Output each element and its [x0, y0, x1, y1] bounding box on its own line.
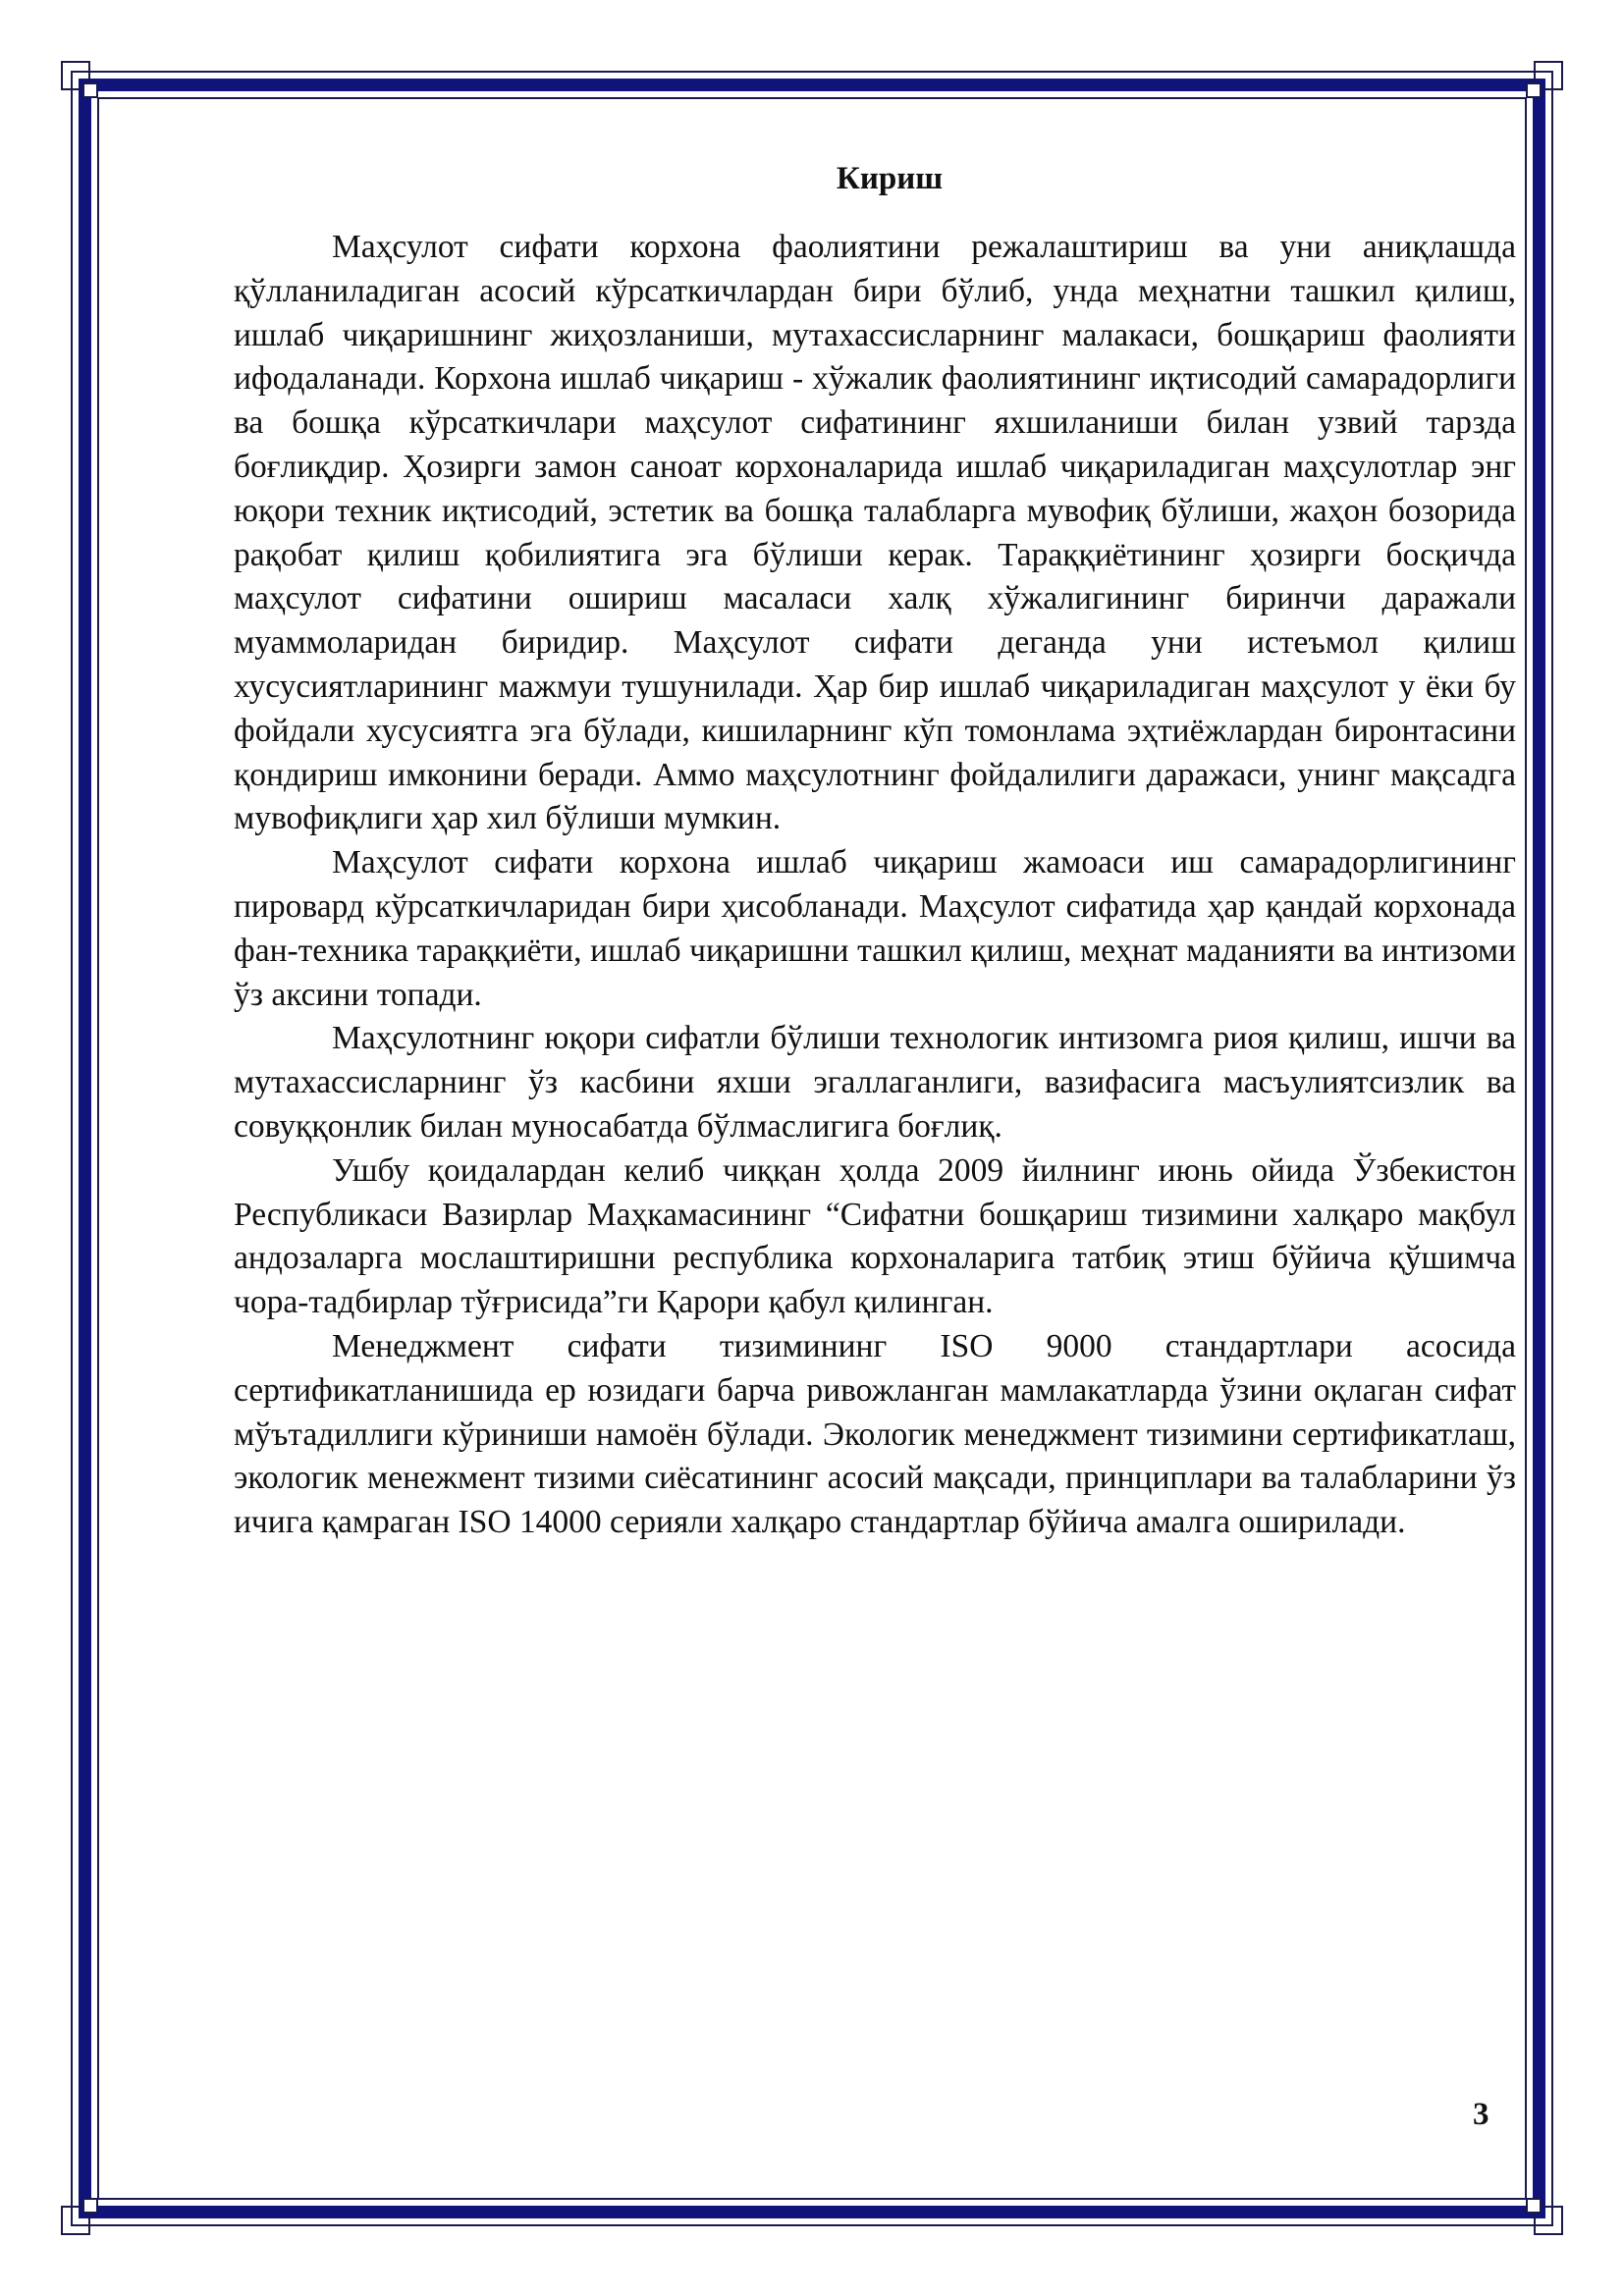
paragraph: Ушбу қоидалардан келиб чиққан ҳолда 2009 йилнинг июнь ойида Ўзбекистон Республикаси Вазирлар Маҳкамасининг “Сифатни бошқариш тизимини халқаро мақбул андозаларга мослаштиришни республика корхоналарига татбиқ этиш бўйича қўшимча чора-тадбирлар тўғрисида”ги Қарори қабул қилинган.: [234, 1151, 1516, 1321]
page-title: Кириш: [836, 161, 944, 196]
frame-corner-ornament: [82, 2198, 98, 2214]
paragraph: Маҳсулот сифати корхона ишлаб чиқариш жамоаси иш самарадорлигининг пировард кўрсаткичларидан бири ҳисобланади. Маҳсулот сифатида ҳар қандай корхонада фан-техника тараққиёти, ишлаб чиқаришни ташкил қилиш, меҳнат маданияти ва интизоми ўз аксини топади.: [234, 844, 1516, 1013]
frame-corner-ornament: [1526, 82, 1542, 98]
paragraph: Менеджмент сифати тизимининг ISO 9000 стандартлари асосида сертификатланишида ер юзидаги барча ривожланган мамлакатларда ўзини оқлаган сифат мўътадиллиги кўриниши намоён бўлади. Экологик менеджмент тизимини сертификатлаш, экологик менежмент тизими сиёсатининг асосий мақсади, принциплари ва талабларини ўз ичига қамраган ISO 14000 серияли халқаро стандартлар бўйича амалга оширилади.: [234, 1327, 1516, 1541]
frame-corner-ornament: [82, 82, 98, 98]
page-number: 3: [1473, 2097, 1489, 2132]
document-body: [234, 153, 1516, 1545]
paragraph: Маҳсулот сифати корхона фаолиятини режалаштириш ва уни аниқлашда қўлланиладиган асосий кўрсаткичлардан бири бўлиб, унда меҳнатни ташкил қилиш, ишлаб чиқаришнинг жиҳозланиши, мутахассисларнинг малакаси, бошқариш фаолияти ифодаланади. Корхона ишлаб чиқариш - хўжалик фаолиятининг иқтисодий самарадорлиги ва бошқа кўрсаткичлари маҳсулот сифатининг яхшиланиши билан узвий тарзда боғлиқдир. Ҳозирги замон саноат корхоналарида ишлаб чиқариладиган маҳсулотлар энг юқори техник иқтисодий, эстетик ва бошқа талабларга мувофиқ бўлиши, жаҳон бозорида рақобат қилиш қобилиятига эга бўлиши керак. Тараққиётининг ҳозирги босқичда маҳсулот сифатини ошириш масаласи халқ хўжалигининг биринчи даражали муаммоларидан биридир. Маҳсулот сифати деганда уни истеъмол қилиш хусусиятларининг мажмуи тушунилади. Ҳар бир ишлаб чиқариладиган маҳсулот у ёки бу фойдали хусусиятга эга бўлади, кишиларнинг кўп томонлама эҳтиёжлардан биронтасини қондириш имконини беради. Аммо маҳсулотнинг фойдалилиги даражаси, унинг мақсадга мувофиқлиги ҳар хил бўлиши мумкин.: [234, 229, 1516, 837]
paragraph: Маҳсулотнинг юқори сифатли бўлиши технологик интизомга риоя қилиш, ишчи ва мутахассисларнинг ўз касбини яхши эгаллаганлиги, вазифасига масъулиятсизлик ва совуққонлик билан муносабатда бўлмаслигига боғлиқ.: [234, 1020, 1516, 1145]
frame-corner-ornament: [1526, 2198, 1542, 2214]
